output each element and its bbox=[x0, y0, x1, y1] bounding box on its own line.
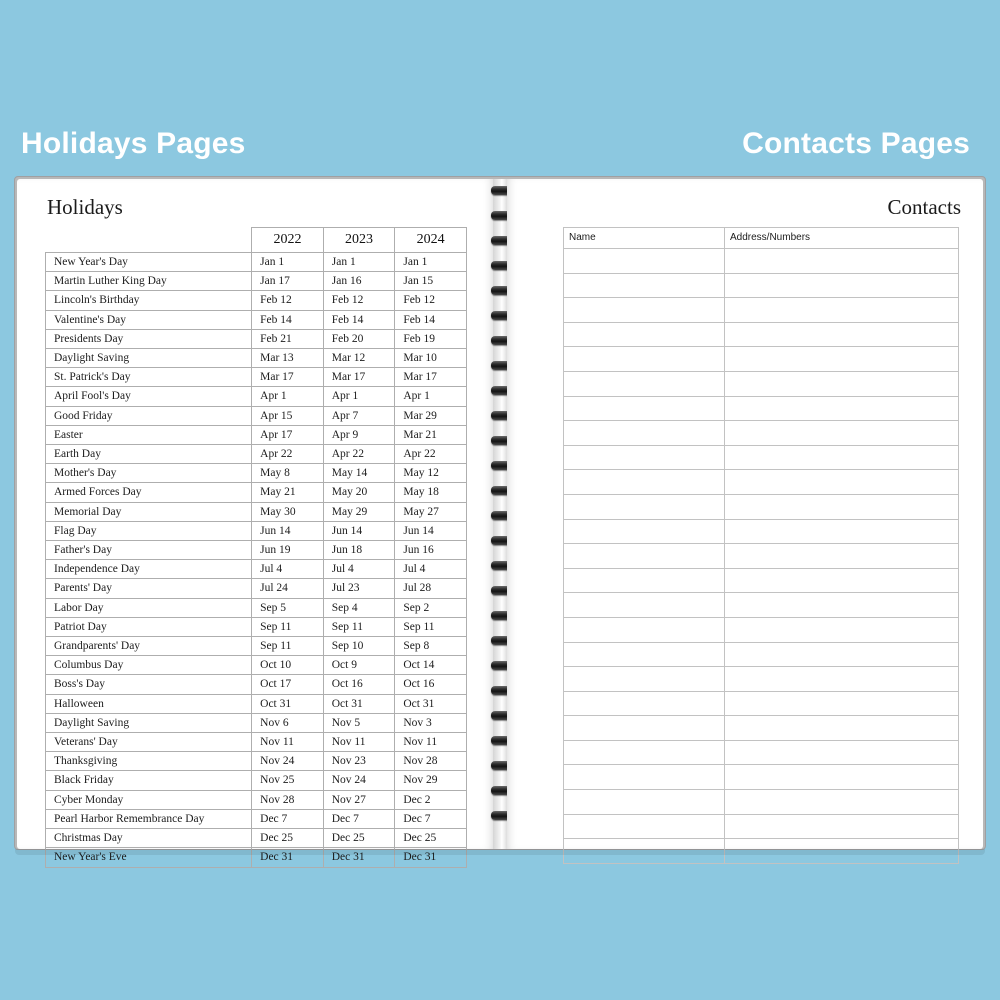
holiday-name: Easter bbox=[46, 425, 252, 444]
table-row bbox=[46, 272, 467, 291]
holiday-date-2024: Mar 21 bbox=[395, 425, 467, 444]
holiday-date-2023: Apr 1 bbox=[323, 387, 395, 406]
holiday-date-2022: Nov 24 bbox=[252, 752, 324, 771]
holiday-date-2022: Jun 19 bbox=[252, 541, 324, 560]
table-row bbox=[46, 406, 467, 425]
holidays-pages-caption: Holidays Pages bbox=[21, 127, 246, 160]
contacts-name-cell[interactable] bbox=[564, 667, 725, 692]
contacts-row[interactable] bbox=[564, 445, 959, 470]
contacts-address-cell[interactable] bbox=[725, 568, 959, 593]
holiday-date-2022: Jul 4 bbox=[252, 560, 324, 579]
holiday-date-2023: Oct 16 bbox=[323, 675, 395, 694]
contacts-address-cell[interactable] bbox=[725, 519, 959, 544]
holiday-date-2024: Oct 31 bbox=[395, 694, 467, 713]
holidays-header-2024: 2024 bbox=[395, 228, 467, 253]
contacts-row[interactable] bbox=[564, 814, 959, 839]
holiday-date-2023: Feb 12 bbox=[323, 291, 395, 310]
contacts-address-cell[interactable] bbox=[725, 322, 959, 347]
page-title-contacts: Contacts bbox=[887, 195, 961, 219]
holiday-name: Daylight Saving bbox=[46, 349, 252, 368]
table-row bbox=[46, 445, 467, 464]
holiday-name: Earth Day bbox=[46, 445, 252, 464]
contacts-address-cell[interactable] bbox=[725, 839, 959, 864]
holiday-name: Mother's Day bbox=[46, 464, 252, 483]
contacts-name-cell[interactable] bbox=[564, 322, 725, 347]
table-row bbox=[46, 560, 467, 579]
contacts-row[interactable] bbox=[564, 765, 959, 790]
holiday-date-2023: Jun 14 bbox=[323, 521, 395, 540]
table-row bbox=[46, 771, 467, 790]
contacts-address-cell[interactable] bbox=[725, 691, 959, 716]
holiday-date-2023: Jul 4 bbox=[323, 560, 395, 579]
table-row bbox=[46, 329, 467, 348]
holiday-date-2023: Apr 9 bbox=[323, 425, 395, 444]
contacts-name-cell[interactable] bbox=[564, 765, 725, 790]
holiday-date-2022: Feb 21 bbox=[252, 329, 324, 348]
holiday-date-2024: Sep 11 bbox=[395, 617, 467, 636]
holiday-date-2022: Nov 25 bbox=[252, 771, 324, 790]
table-row bbox=[46, 790, 467, 809]
holiday-date-2022: Nov 6 bbox=[252, 713, 324, 732]
holiday-date-2022: Apr 1 bbox=[252, 387, 324, 406]
table-row bbox=[46, 733, 467, 752]
contacts-name-cell[interactable] bbox=[564, 470, 725, 495]
contacts-address-cell[interactable] bbox=[725, 396, 959, 421]
holiday-date-2023: Dec 31 bbox=[323, 848, 395, 867]
holiday-name: Independence Day bbox=[46, 560, 252, 579]
holiday-date-2024: Dec 2 bbox=[395, 790, 467, 809]
table-row bbox=[46, 809, 467, 828]
holiday-date-2024: Jan 15 bbox=[395, 272, 467, 291]
table-row bbox=[46, 617, 467, 636]
holiday-name: Martin Luther King Day bbox=[46, 272, 252, 291]
contacts-pages-caption: Contacts Pages bbox=[742, 127, 970, 160]
table-row bbox=[46, 310, 467, 329]
holiday-date-2023: Jun 18 bbox=[323, 541, 395, 560]
contacts-row[interactable] bbox=[564, 593, 959, 618]
holiday-date-2023: Nov 5 bbox=[323, 713, 395, 732]
holiday-date-2024: May 12 bbox=[395, 464, 467, 483]
holidays-header-blank bbox=[46, 228, 252, 253]
holiday-name: Flag Day bbox=[46, 521, 252, 540]
contacts-row[interactable] bbox=[564, 494, 959, 519]
table-row bbox=[46, 598, 467, 617]
holiday-date-2022: Mar 13 bbox=[252, 349, 324, 368]
contacts-address-cell[interactable] bbox=[725, 814, 959, 839]
table-row bbox=[46, 387, 467, 406]
holiday-date-2022: Apr 17 bbox=[252, 425, 324, 444]
contacts-row[interactable] bbox=[564, 544, 959, 569]
contacts-name-cell[interactable] bbox=[564, 790, 725, 815]
contacts-row[interactable] bbox=[564, 249, 959, 274]
table-row bbox=[46, 675, 467, 694]
contacts-address-cell[interactable] bbox=[725, 716, 959, 741]
contacts-name-cell[interactable] bbox=[564, 421, 725, 446]
contacts-row[interactable] bbox=[564, 667, 959, 692]
holiday-name: Memorial Day bbox=[46, 502, 252, 521]
holiday-date-2023: Jan 16 bbox=[323, 272, 395, 291]
holiday-date-2022: Sep 11 bbox=[252, 637, 324, 656]
contacts-row[interactable] bbox=[564, 298, 959, 323]
contacts-row[interactable] bbox=[564, 371, 959, 396]
holiday-name: Patriot Day bbox=[46, 617, 252, 636]
holiday-date-2024: Feb 12 bbox=[395, 291, 467, 310]
contacts-address-cell[interactable] bbox=[725, 470, 959, 495]
holiday-date-2024: Jun 14 bbox=[395, 521, 467, 540]
table-row bbox=[46, 464, 467, 483]
holiday-date-2024: Feb 19 bbox=[395, 329, 467, 348]
contacts-name-cell[interactable] bbox=[564, 716, 725, 741]
holiday-date-2023: Nov 11 bbox=[323, 733, 395, 752]
holiday-date-2023: Jan 1 bbox=[323, 253, 395, 272]
holiday-date-2024: Apr 22 bbox=[395, 445, 467, 464]
holiday-date-2024: Mar 17 bbox=[395, 368, 467, 387]
contacts-name-cell[interactable] bbox=[564, 298, 725, 323]
holiday-date-2022: Dec 25 bbox=[252, 829, 324, 848]
contacts-address-cell[interactable] bbox=[725, 544, 959, 569]
holiday-date-2024: Oct 16 bbox=[395, 675, 467, 694]
contacts-row[interactable] bbox=[564, 716, 959, 741]
holiday-date-2024: Nov 29 bbox=[395, 771, 467, 790]
contacts-name-cell[interactable] bbox=[564, 642, 725, 667]
contacts-name-cell[interactable] bbox=[564, 740, 725, 765]
holiday-date-2023: Sep 11 bbox=[323, 617, 395, 636]
contacts-row[interactable] bbox=[564, 396, 959, 421]
table-row bbox=[46, 752, 467, 771]
holiday-date-2022: Jan 17 bbox=[252, 272, 324, 291]
holiday-date-2022: Mar 17 bbox=[252, 368, 324, 387]
holiday-date-2022: Feb 14 bbox=[252, 310, 324, 329]
holiday-date-2023: Sep 10 bbox=[323, 637, 395, 656]
holiday-date-2023: Oct 31 bbox=[323, 694, 395, 713]
holiday-name: Grandparents' Day bbox=[46, 637, 252, 656]
contacts-table-body bbox=[564, 249, 959, 864]
table-row bbox=[46, 502, 467, 521]
contacts-row[interactable] bbox=[564, 568, 959, 593]
holiday-date-2024: May 18 bbox=[395, 483, 467, 502]
contacts-row[interactable] bbox=[564, 617, 959, 642]
contacts-name-cell[interactable] bbox=[564, 593, 725, 618]
contacts-address-cell[interactable] bbox=[725, 593, 959, 618]
table-row bbox=[46, 694, 467, 713]
holiday-date-2022: Apr 15 bbox=[252, 406, 324, 425]
planner-spread bbox=[14, 176, 986, 864]
contacts-header-name: Name bbox=[564, 228, 725, 249]
contacts-table bbox=[563, 227, 959, 864]
table-row bbox=[46, 253, 467, 272]
contacts-address-cell[interactable] bbox=[725, 421, 959, 446]
contacts-name-cell[interactable] bbox=[564, 839, 725, 864]
contacts-header-address: Address/Numbers bbox=[725, 228, 959, 249]
contacts-row[interactable] bbox=[564, 322, 959, 347]
holiday-name: Lincoln's Birthday bbox=[46, 291, 252, 310]
holiday-name: Father's Day bbox=[46, 541, 252, 560]
contacts-page bbox=[507, 179, 983, 849]
holiday-name: Thanksgiving bbox=[46, 752, 252, 771]
contacts-row[interactable] bbox=[564, 273, 959, 298]
holiday-date-2024: Oct 14 bbox=[395, 656, 467, 675]
table-row bbox=[46, 368, 467, 387]
holiday-date-2023: Feb 20 bbox=[323, 329, 395, 348]
holiday-name: St. Patrick's Day bbox=[46, 368, 252, 387]
holiday-date-2022: Oct 17 bbox=[252, 675, 324, 694]
holiday-name: Pearl Harbor Remembrance Day bbox=[46, 809, 252, 828]
holiday-date-2023: May 20 bbox=[323, 483, 395, 502]
contacts-name-cell[interactable] bbox=[564, 814, 725, 839]
holiday-date-2024: Nov 28 bbox=[395, 752, 467, 771]
contacts-name-cell[interactable] bbox=[564, 445, 725, 470]
holiday-name: Daylight Saving bbox=[46, 713, 252, 732]
holidays-header-2022: 2022 bbox=[252, 228, 324, 253]
holiday-date-2022: May 30 bbox=[252, 502, 324, 521]
contacts-name-cell[interactable] bbox=[564, 273, 725, 298]
holiday-date-2022: Nov 11 bbox=[252, 733, 324, 752]
contacts-address-cell[interactable] bbox=[725, 298, 959, 323]
contacts-name-cell[interactable] bbox=[564, 519, 725, 544]
holiday-date-2022: Oct 31 bbox=[252, 694, 324, 713]
contacts-address-cell[interactable] bbox=[725, 667, 959, 692]
table-row bbox=[46, 521, 467, 540]
holiday-name: Valentine's Day bbox=[46, 310, 252, 329]
contacts-row[interactable] bbox=[564, 790, 959, 815]
contacts-row[interactable] bbox=[564, 421, 959, 446]
holiday-date-2022: Dec 31 bbox=[252, 848, 324, 867]
holiday-date-2023: Apr 7 bbox=[323, 406, 395, 425]
holiday-date-2022: Sep 5 bbox=[252, 598, 324, 617]
holiday-date-2023: Jul 23 bbox=[323, 579, 395, 598]
holiday-name: Presidents Day bbox=[46, 329, 252, 348]
holiday-date-2024: May 27 bbox=[395, 502, 467, 521]
holiday-date-2023: Dec 7 bbox=[323, 809, 395, 828]
holiday-date-2022: Apr 22 bbox=[252, 445, 324, 464]
holiday-name: Cyber Monday bbox=[46, 790, 252, 809]
holiday-name: Good Friday bbox=[46, 406, 252, 425]
contacts-name-cell[interactable] bbox=[564, 568, 725, 593]
contacts-row[interactable] bbox=[564, 691, 959, 716]
table-row bbox=[46, 579, 467, 598]
holiday-name: Veterans' Day bbox=[46, 733, 252, 752]
holiday-date-2024: Sep 8 bbox=[395, 637, 467, 656]
holiday-name: Christmas Day bbox=[46, 829, 252, 848]
table-row bbox=[46, 637, 467, 656]
holiday-date-2023: Nov 23 bbox=[323, 752, 395, 771]
table-row bbox=[46, 483, 467, 502]
contacts-address-cell[interactable] bbox=[725, 617, 959, 642]
holiday-date-2023: Oct 9 bbox=[323, 656, 395, 675]
holiday-date-2022: Jun 14 bbox=[252, 521, 324, 540]
holiday-date-2023: Sep 4 bbox=[323, 598, 395, 617]
contacts-address-cell[interactable] bbox=[725, 494, 959, 519]
holiday-date-2023: Apr 22 bbox=[323, 445, 395, 464]
contacts-name-cell[interactable] bbox=[564, 371, 725, 396]
holiday-date-2022: Nov 28 bbox=[252, 790, 324, 809]
table-row bbox=[46, 848, 467, 867]
holiday-date-2022: Jul 24 bbox=[252, 579, 324, 598]
contacts-address-cell[interactable] bbox=[725, 642, 959, 667]
holiday-date-2024: Jan 1 bbox=[395, 253, 467, 272]
holiday-date-2024: Nov 3 bbox=[395, 713, 467, 732]
contacts-row[interactable] bbox=[564, 347, 959, 372]
holiday-name: Columbus Day bbox=[46, 656, 252, 675]
holiday-date-2024: Jul 4 bbox=[395, 560, 467, 579]
contacts-row[interactable] bbox=[564, 740, 959, 765]
contacts-table-header-row bbox=[564, 228, 959, 249]
contacts-address-cell[interactable] bbox=[725, 371, 959, 396]
table-row bbox=[46, 291, 467, 310]
holiday-name: New Year's Eve bbox=[46, 848, 252, 867]
holiday-date-2023: Nov 27 bbox=[323, 790, 395, 809]
contacts-row[interactable] bbox=[564, 839, 959, 864]
holidays-table-header-row bbox=[46, 228, 467, 253]
holiday-name: Boss's Day bbox=[46, 675, 252, 694]
holidays-table bbox=[45, 227, 467, 868]
holiday-date-2022: Jan 1 bbox=[252, 253, 324, 272]
page-title-holidays: Holidays bbox=[47, 195, 123, 219]
holiday-name: New Year's Day bbox=[46, 253, 252, 272]
contacts-address-cell[interactable] bbox=[725, 790, 959, 815]
holidays-page bbox=[17, 179, 493, 864]
table-row bbox=[46, 425, 467, 444]
table-row bbox=[46, 656, 467, 675]
contacts-address-cell[interactable] bbox=[725, 273, 959, 298]
holiday-name: Parents' Day bbox=[46, 579, 252, 598]
holidays-table-body bbox=[46, 253, 467, 868]
holiday-date-2023: Nov 24 bbox=[323, 771, 395, 790]
holiday-date-2023: May 14 bbox=[323, 464, 395, 483]
contacts-row[interactable] bbox=[564, 642, 959, 667]
holiday-date-2024: Dec 31 bbox=[395, 848, 467, 867]
holiday-date-2022: Sep 11 bbox=[252, 617, 324, 636]
holiday-date-2023: May 29 bbox=[323, 502, 395, 521]
contacts-address-cell[interactable] bbox=[725, 765, 959, 790]
holiday-date-2022: May 21 bbox=[252, 483, 324, 502]
contacts-row[interactable] bbox=[564, 519, 959, 544]
holiday-date-2024: Sep 2 bbox=[395, 598, 467, 617]
contacts-name-cell[interactable] bbox=[564, 347, 725, 372]
contacts-name-cell[interactable] bbox=[564, 249, 725, 274]
holiday-name: Halloween bbox=[46, 694, 252, 713]
holiday-date-2024: Jun 16 bbox=[395, 541, 467, 560]
contacts-address-cell[interactable] bbox=[725, 445, 959, 470]
holiday-name: Labor Day bbox=[46, 598, 252, 617]
holiday-name: April Fool's Day bbox=[46, 387, 252, 406]
contacts-address-cell[interactable] bbox=[725, 249, 959, 274]
holiday-name: Armed Forces Day bbox=[46, 483, 252, 502]
contacts-name-cell[interactable] bbox=[564, 544, 725, 569]
table-row bbox=[46, 713, 467, 732]
holiday-date-2024: Apr 1 bbox=[395, 387, 467, 406]
holiday-date-2023: Mar 17 bbox=[323, 368, 395, 387]
holiday-date-2022: Feb 12 bbox=[252, 291, 324, 310]
contacts-name-cell[interactable] bbox=[564, 396, 725, 421]
table-row bbox=[46, 349, 467, 368]
holidays-header-2023: 2023 bbox=[323, 228, 395, 253]
holiday-date-2022: Oct 10 bbox=[252, 656, 324, 675]
contacts-name-cell[interactable] bbox=[564, 494, 725, 519]
holiday-date-2024: Nov 11 bbox=[395, 733, 467, 752]
holiday-date-2024: Mar 10 bbox=[395, 349, 467, 368]
holiday-date-2024: Dec 7 bbox=[395, 809, 467, 828]
holiday-date-2023: Feb 14 bbox=[323, 310, 395, 329]
holiday-name: Black Friday bbox=[46, 771, 252, 790]
contacts-name-cell[interactable] bbox=[564, 691, 725, 716]
holiday-date-2023: Mar 12 bbox=[323, 349, 395, 368]
table-row bbox=[46, 829, 467, 848]
contacts-address-cell[interactable] bbox=[725, 347, 959, 372]
contacts-row[interactable] bbox=[564, 470, 959, 495]
table-row bbox=[46, 541, 467, 560]
holiday-date-2024: Jul 28 bbox=[395, 579, 467, 598]
holiday-date-2024: Mar 29 bbox=[395, 406, 467, 425]
contacts-name-cell[interactable] bbox=[564, 617, 725, 642]
holiday-date-2023: Dec 25 bbox=[323, 829, 395, 848]
holiday-date-2024: Feb 14 bbox=[395, 310, 467, 329]
holiday-date-2022: May 8 bbox=[252, 464, 324, 483]
holiday-date-2022: Dec 7 bbox=[252, 809, 324, 828]
holiday-date-2024: Dec 25 bbox=[395, 829, 467, 848]
contacts-address-cell[interactable] bbox=[725, 740, 959, 765]
